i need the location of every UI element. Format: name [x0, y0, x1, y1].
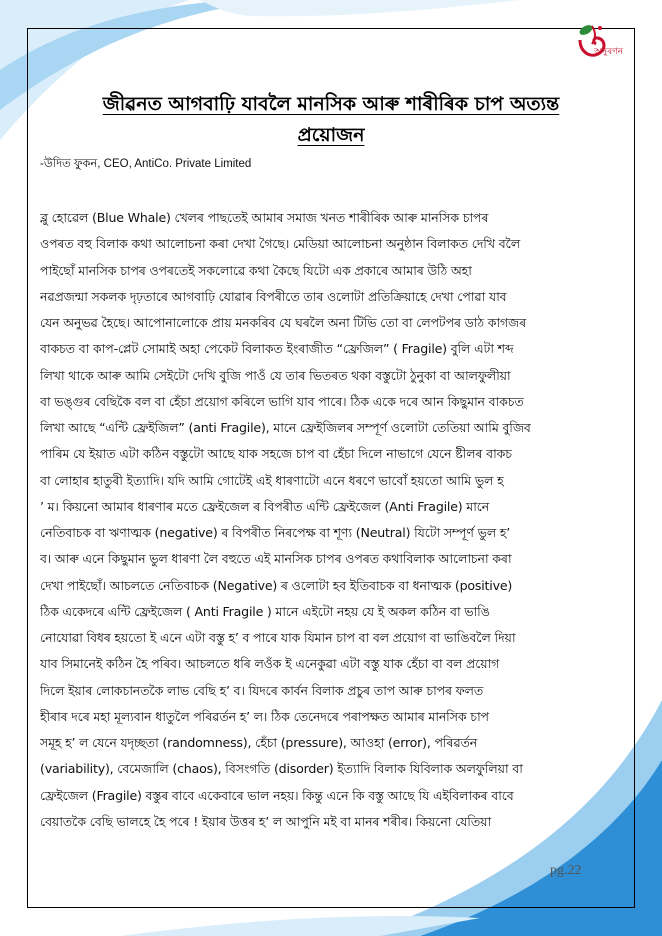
body-line: বা ভঙ্গুৰ বেছিকৈ বল বা হেঁচা প্ৰয়োগ কৰিলে ভাগি যাব পাৰে। ঠিক একে দৰে আন কিছুমান বাকচত [40, 393, 524, 409]
body-line: ফ্ৰেইজেল (Fragile) বস্তুৰ বাবে একেবাৰে ভাল নহয়। কিন্তু এনে কি বস্তু আছে যি এইবিলাকৰ বাবে [40, 787, 514, 803]
logo-text: অনুৰণন [594, 47, 624, 57]
logo-swirl-red-2 [592, 26, 595, 44]
body-line: বা লোহাৰ হাতুৰী ইত্যাদি। যদি আমি গোটেই এই ধাৰণাটো এনে ধৰণে ভাবোঁ হয়তো আমি ভুল হ [40, 472, 504, 488]
body-line: বেয়াতকৈ বেছি ভালহে হৈ পৰে ! ইয়াৰ উত্তৰ হ’ ল আপুনি মই বা মানৰ শৰীৰ। কিয়নো যেতিয়া [40, 813, 492, 829]
article-body [40, 205, 620, 835]
anuranan-logo [566, 18, 644, 68]
body-line: যেন অনুভৱ হৈছে। আপোনালোকে প্ৰায় মনকৰিব যে ঘৰলৈ অনা টিভি তো বা লেপটপৰ ডাঠ কাগজৰ [40, 315, 526, 330]
swoosh-top-band [200, 0, 520, 16]
body-line: লিখা থাকে আৰু আমি সেইটো দেখি বুজি পাওঁ যে তাৰ ভিতৰত থকা বস্তুটো ঠুনুকা বা আলফুলীয়া [40, 367, 511, 383]
body-line: হীৰাৰ দৰে মহা মূল্যবান ধাতুলৈ পৰিৱৰ্তন হ’ ল। ঠিক তেনেদৰে পৰাপক্ষত আমাৰ মানসিক চাপ [40, 708, 489, 724]
body-line: নোযোৱা বিধৰ হয়তো ই এনে এটা বস্তু হ’ ব পাৰে যাক যিমান চাপ বা বল প্ৰয়োগ বা ভাঙিবলৈ দিয়া [40, 630, 516, 645]
body-line: নেতিবাচক বা ঋণাত্মক (negative) ৰ বিপৰীত নিৰপেক্ষ বা শূণ্য (Neutral) যিটো সম্পূৰ্ণ ভুল হ’ [40, 525, 511, 540]
body-line: ওপৰত বহু বিলাক কথা আলোচনা কৰা দেখা গৈছে। মেডিয়া আলোচনা অনুষ্ঠান বিলাকত দেখি বলৈ [40, 236, 521, 252]
body-line: পাইছোঁ মানসিক চাপৰ ওপৰতেই সকলোৱে কথা কৈছে যিটো এক প্ৰকাৰে আমাৰ উঠি অহা [40, 262, 472, 278]
body-line: পাৰিম যে ইয়াত এটা কঠিন বস্তুটো আছে যাক সহজে চাপ বা হেঁচা দিলে নাভাগে যেনে ষ্টীলৰ বাকচ [40, 446, 512, 462]
article-title-line-1: জীৱনত আগবাঢ়ি যাবলৈ মানসিক আৰু শাৰীৰিক চাপ অত্যন্ত [102, 93, 560, 115]
logo-leaf-green [578, 23, 594, 37]
logo-dot [598, 26, 602, 30]
body-line: দিলে ইয়াৰ লোকচানতকৈ লাভ বেছি হ’ ব। যিদৰে কাৰ্বন বিলাক প্ৰচুৰ তাপ আৰু চাপৰ ফলত [40, 682, 484, 698]
body-line: বাকচত বা কাপ-প্লেট সোমাই অহা পেকেট বিলাকত ইংৰাজীত “ফ্ৰেজিল” ( Fragile) বুলি এটা শব্দ [40, 341, 514, 357]
page-number: pg.22 [550, 863, 582, 878]
author-byline: -উদিত ফুকন, CEO, AntiCo. Private Limited [40, 158, 252, 170]
body-line: ব। আৰু এনে কিছুমান ভুল ধাৰণা লৈ বহুতে এই মানসিক চাপৰ ওপৰত কথাবিলাক আলোচনা কৰা [40, 551, 512, 567]
article-title-line-2: প্ৰয়োজন [297, 124, 365, 146]
body-line: নৱপ্ৰজন্মা সকলক দৃঢ়তাৰে আগবাঢ়ি যোৱাৰ বিপৰীতে তাৰ ওলোটা প্ৰতিক্ৰিয়াহে দেখা পোৱা যাব [40, 288, 507, 304]
body-line: দেখা পাইছোঁ। আচলতে নেতিবাচক (Negative) ৰ ওলোটা হব ইতিবাচক বা ধনাত্মক (positive) [40, 577, 513, 593]
body-line: ’ ম। কিয়নো আমাৰ ধাৰণাৰ মতে ফ্ৰেইজেল ৰ বিপৰীত এন্টি ফ্ৰেইজেল (Anti Fragile) মানে [40, 498, 490, 514]
body-line: লিখা আছে “এন্টি ফ্ৰেইজিল” (anti Fragile), মানে ফ্ৰেইজিলৰ সম্পূৰ্ণ ওলোটা তেতিয়া আমি বুজিব [40, 420, 531, 435]
body-line: ঠিক একেদৰে এন্টি ফ্ৰেইজেল ( Anti Fragile ) মানে এইটো নহয় যে ই অকল কঠিন বা ভাঙি [40, 603, 490, 619]
body-line: সমূহ হ’ ল যেনে যদৃচ্ছতা (randomness), হেঁচা (pressure), আওহা (error), পৰিৱৰ্তন [40, 735, 478, 750]
body-line: যাব সিমানেই কঠিন হৈ পৰিব। আচলতে ধৰি লওঁক ই এনেকুৱা এটা বস্তু যাক হেঁচা বা বল প্ৰয়োগ [40, 656, 500, 672]
body-line: (variability), বেমেজালি (chaos), বিসংগতি (disorder) ইত্যাদি বিলাক যিবিলাক অলফুলিয়া বা [40, 761, 523, 777]
body-line: ব্লু হোৱেল (Blue Whale) খেলৰ পাছতেই আমাৰ সমাজ খনত শাৰীৰিক আৰু মানসিক চাপৰ [40, 210, 489, 225]
